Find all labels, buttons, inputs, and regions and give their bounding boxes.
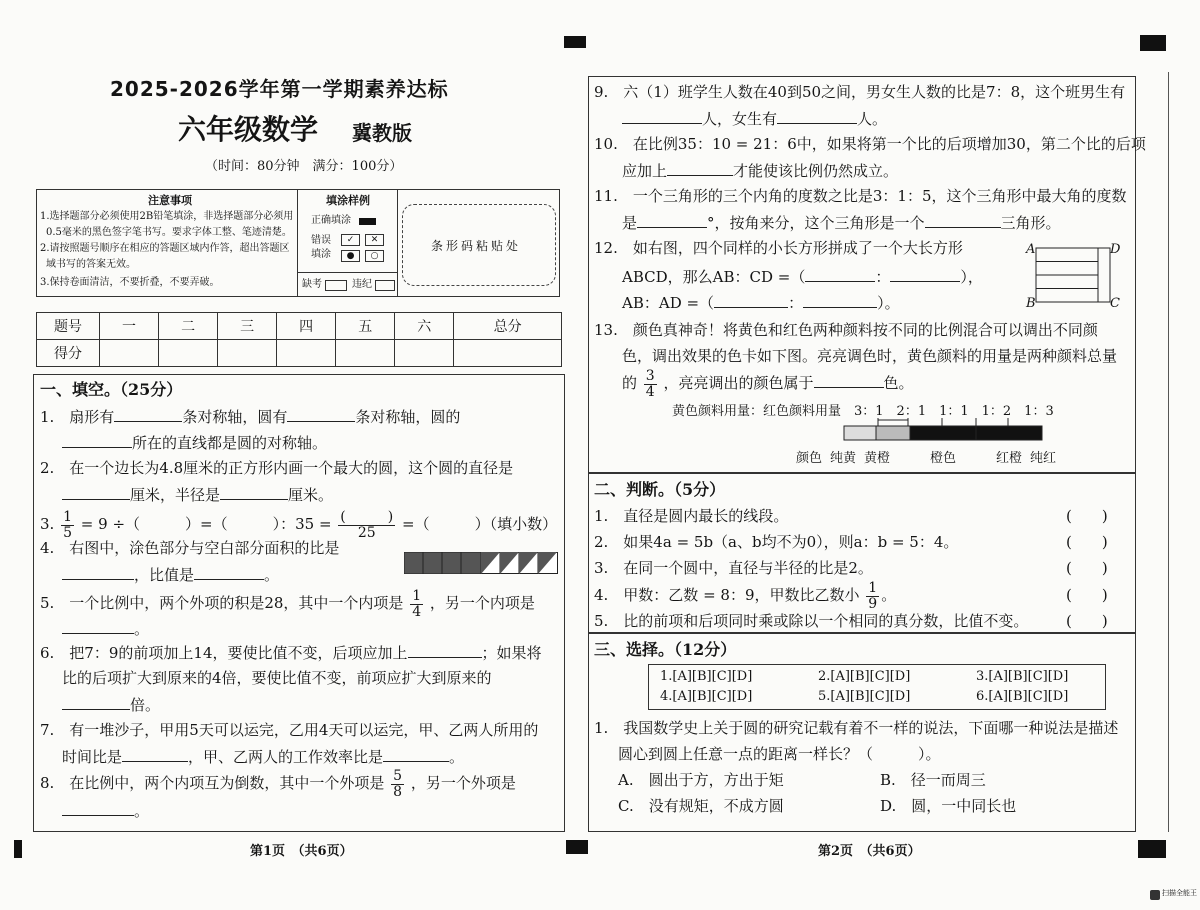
footer-page2: 第2页 （共6页） (818, 844, 921, 859)
q1-line2: 所在的直线都是圆的对称轴。 (62, 432, 327, 453)
barcode-label: 条形码粘贴处 (431, 239, 522, 253)
fill-wrong-label: 错误 (311, 235, 331, 246)
registration-mark (1138, 840, 1166, 858)
registration-mark (1140, 35, 1166, 51)
score-header: 总分 (454, 313, 562, 340)
cross-bubble-icon: ✕ (365, 234, 384, 246)
score-cell[interactable] (218, 340, 277, 367)
q11-line1: 11. 一个三角形的三个内角的度数之比是3：1：5，这个三角形中最大角的度数 (594, 187, 1127, 205)
color-label: 颜色 (796, 451, 823, 466)
score-header: 六 (395, 313, 454, 340)
q12-label-a: A (1026, 242, 1036, 257)
q6-line3: 倍。 (62, 694, 160, 715)
registration-mark (564, 36, 586, 48)
q12-rectangle-figure (1024, 240, 1124, 310)
q2-line2: 厘米，半径是 厘米。 (62, 484, 333, 505)
q4-shaded-strip-figure (404, 552, 558, 574)
circle-bubble-icon: ○ (365, 250, 384, 262)
absent-label: 缺考 (302, 279, 322, 290)
score-cell[interactable] (277, 340, 336, 367)
q13-line1: 13. 颜色真神奇！将黄色和红色两种颜料按不同的比例混合可以调出不同颜 (594, 321, 1098, 339)
q9-line2: 人，女生有 人。 (622, 108, 887, 129)
notice-item: 0.5毫米的黑色签字笔书写。要求字体工整、笔迹清楚。 (46, 227, 292, 238)
exam-time-info: （时间：80分钟 满分：100分） (205, 159, 403, 174)
color-label: 纯红 (1030, 451, 1057, 466)
q6-line2: 比的后项扩大到原来的4倍，要使比值不变，前项应扩大到原来的 (62, 669, 492, 687)
fill-example-title: 填涂样例 (326, 194, 370, 207)
exam-title-line2: 六年级数学 (178, 113, 319, 146)
judge-fraction: $\frac{1}{9}$ (868, 579, 878, 612)
q10-line1: 10. 在比例35：10 = 21：6中，如果将第一个比的后项增加30，第二个比的后项 (594, 135, 1146, 153)
q4-line2: ，比值是 。 (62, 564, 279, 585)
score-header: 三 (218, 313, 277, 340)
fill-wrong-label-2: 填涂 (311, 249, 331, 260)
fill-correct-label: 正确填涂 (311, 215, 351, 226)
color-ratio-caption: 黄色颜料用量：红色颜料用量 3：1 2：1 1：1 1：2 1：3 (672, 404, 1054, 419)
judge-answer-paren[interactable]: ( ) (1066, 533, 1108, 551)
notice-item: 2.请按照题号顺序在相应的答题区域内作答，超出答题区 (40, 243, 290, 254)
scanner-logo-text: 扫描全能王 (1162, 889, 1197, 897)
q12-line3: AB：AD =（ ： ）。 (622, 294, 900, 312)
score-header: 五 (336, 313, 395, 340)
q11-line2: 是 °，按角来分，这个三角形是一个 三角形。 (622, 214, 1061, 232)
answer-grid-item[interactable]: 3.[A][B][C][D] (976, 669, 1069, 684)
color-label: 红橙 (996, 451, 1023, 466)
color-label: 黄橙 (864, 451, 891, 466)
choice-option-b[interactable]: B. 径一而周三 (880, 771, 986, 789)
judge-answer-paren[interactable]: ( ) (1066, 612, 1108, 630)
score-row-label: 得分 (37, 340, 100, 367)
filled-bubble-icon (359, 218, 376, 225)
q9-line1: 9. 六（1）班学生人数在40到50之间，男女生人数的比是7：8，这个班男生有 (594, 83, 1126, 101)
score-header: 二 (159, 313, 218, 340)
violation-label: 违纪 (352, 279, 372, 290)
q13-fraction: $\frac{3}{4}$ (645, 367, 655, 400)
q12-label-d: D (1110, 242, 1121, 257)
score-cell[interactable] (454, 340, 562, 367)
answer-grid-item[interactable]: 2.[A][B][C][D] (818, 669, 911, 684)
color-label: 纯黄 (830, 451, 857, 466)
section1-title: 一、填空。（25分） (40, 380, 183, 399)
q13-line2: 色，调出效果的色卡如下图。亮亮调色时，黄色颜料的用量是两种颜料总量 (622, 347, 1118, 365)
q2-line1: 2. 在一个边长为4.8厘米的正方形内画一个最大的圆，这个圆的直径是 (40, 459, 514, 477)
q5-line1: 5. 一个比例中，两个外项的积是28，其中一个内项是 $\frac{1}{4}$ ，另一个内项是 (40, 587, 535, 620)
scanner-logo (1150, 888, 1196, 904)
q7-line1: 7. 有一堆沙子，甲用5天可以运完，乙用4天可以运完，甲、乙两人所用的 (40, 721, 539, 739)
q5-line2: 。 (62, 618, 149, 639)
footer-page1: 第1页 （共6页） (250, 844, 353, 859)
q5-fraction: $\frac{1}{4}$ (412, 587, 422, 620)
notice-title: 注意事项 (148, 194, 192, 207)
q10-line2: 应加上 才能使该比例仍然成立。 (622, 162, 899, 180)
dot-bubble-icon: ● (341, 250, 360, 262)
score-header: 四 (277, 313, 336, 340)
registration-mark (566, 840, 588, 854)
notice-item: 域书写的答案无效。 (46, 259, 136, 270)
q12-label-c: C (1110, 296, 1120, 311)
q3-fraction: $\frac{1}{5}$ (63, 508, 73, 541)
q12-label-b: B (1026, 296, 1036, 311)
q6-line1: 6. 把7：9的前项加上14，要使比值不变，后项应加上 ；如果将 (40, 644, 542, 662)
q12-line2: ABCD，那么AB：CD =（ ： ）， (622, 268, 983, 286)
notice-item: 1.选择题部分必须使用2B铅笔填涂，非选择题部分必须用 (40, 211, 294, 222)
color-card-figure (842, 416, 1044, 446)
section2-title: 二、判断。（5分） (594, 480, 726, 499)
notice-divider (297, 189, 298, 296)
color-label: 橙色 (930, 451, 957, 466)
q8-fraction: $\frac{5}{8}$ (393, 767, 403, 800)
answer-grid-item[interactable]: 1.[A][B][C][D] (660, 669, 753, 684)
score-header: 题号 (37, 313, 100, 340)
notice-divider (297, 272, 397, 273)
choice-option-c[interactable]: C. 没有规矩，不成方圆 (618, 797, 784, 815)
score-cell[interactable] (100, 340, 159, 367)
answer-grid-item[interactable]: 5.[A][B][C][D] (818, 689, 911, 704)
judge-item-2: 2. 如果4a = 5b（a、b均不为0），则a：b = 5：4。 (594, 533, 959, 551)
absent-checkbox[interactable] (325, 280, 347, 291)
q7-line2: 时间比是 ，甲、乙两人的工作效率比是 。 (62, 748, 465, 766)
score-table (36, 312, 562, 367)
exam-title-line1: 2025-2026学年第一学期素养达标 (110, 77, 449, 101)
q4-line1: 4. 右图中，涂色部分与空白部分面积的比是 (40, 539, 340, 557)
q8-line1: 8. 在比例中，两个内项互为倒数，其中一个外项是 $\frac{5}{8}$ ，另一个外项是 (40, 767, 516, 800)
score-cell[interactable] (395, 340, 454, 367)
check-bubble-icon: ✓ (341, 234, 360, 246)
choice-option-a[interactable]: A. 圆出于方，方出于矩 (618, 771, 784, 789)
answer-grid-item[interactable]: 6.[A][B][C][D] (976, 689, 1069, 704)
judge-item-1: 1. 直径是圆内最长的线段。 (594, 507, 789, 525)
judge-answer-paren[interactable]: ( ) (1066, 507, 1108, 525)
notice-item: 3.保持卷面清洁，不要折叠，不要弄破。 (40, 277, 220, 288)
score-header: 一 (100, 313, 159, 340)
page-edge-line (1168, 72, 1169, 832)
q13-line3: 的 $\frac{3}{4}$ ，亮亮调出的颜色属于 色。 (622, 367, 914, 400)
q3-line: 3. $\frac{1}{5}$ = 9 ÷（ ）=（ ）：35 = $\frac{( )}{25}$ =（ ）（填小数） (40, 508, 558, 541)
q8-line2: 。 (62, 800, 149, 821)
q3-fraction-2: $\frac{( )}{25}$ (340, 508, 394, 541)
choice-option-d[interactable]: D. 圆，一中同长也 (880, 797, 1017, 815)
scanner-logo-icon (1150, 890, 1160, 900)
section3-title: 三、选择。（12分） (594, 640, 737, 659)
score-cell[interactable] (336, 340, 395, 367)
judge-item-5: 5. 比的前项和后项同时乘或除以一个相同的真分数，比值不变。 (594, 612, 1029, 630)
choice-q1-line1: 1. 我国数学史上关于圆的研究记载有着不一样的说法，下面哪一种说法是描述 (594, 719, 1119, 737)
exam-edition: 冀教版 (352, 121, 412, 145)
answer-grid-item[interactable]: 4.[A][B][C][D] (660, 689, 753, 704)
registration-mark (14, 840, 22, 858)
judge-item-3: 3. 在同一个圆中，直径与半径的比是2。 (594, 559, 873, 577)
judge-item-4: 4. 甲数：乙数 = 8：9，甲数比乙数小 $\frac{1}{9}$ 。 (594, 579, 897, 612)
judge-answer-paren[interactable]: ( ) (1066, 586, 1108, 604)
judge-answer-paren[interactable]: ( ) (1066, 559, 1108, 577)
violation-checkbox[interactable] (375, 280, 395, 291)
choice-q1-line2: 圆心到圆上任意一点的距离一样长？（ ）。 (618, 745, 941, 763)
score-cell[interactable] (159, 340, 218, 367)
q1-line1: 1. 扇形有 条对称轴，圆有 条对称轴，圆的 (40, 408, 461, 426)
q12-line1: 12. 如右图，四个同样的小长方形拼成了一个大长方形 (594, 239, 963, 257)
notice-divider (397, 189, 398, 296)
